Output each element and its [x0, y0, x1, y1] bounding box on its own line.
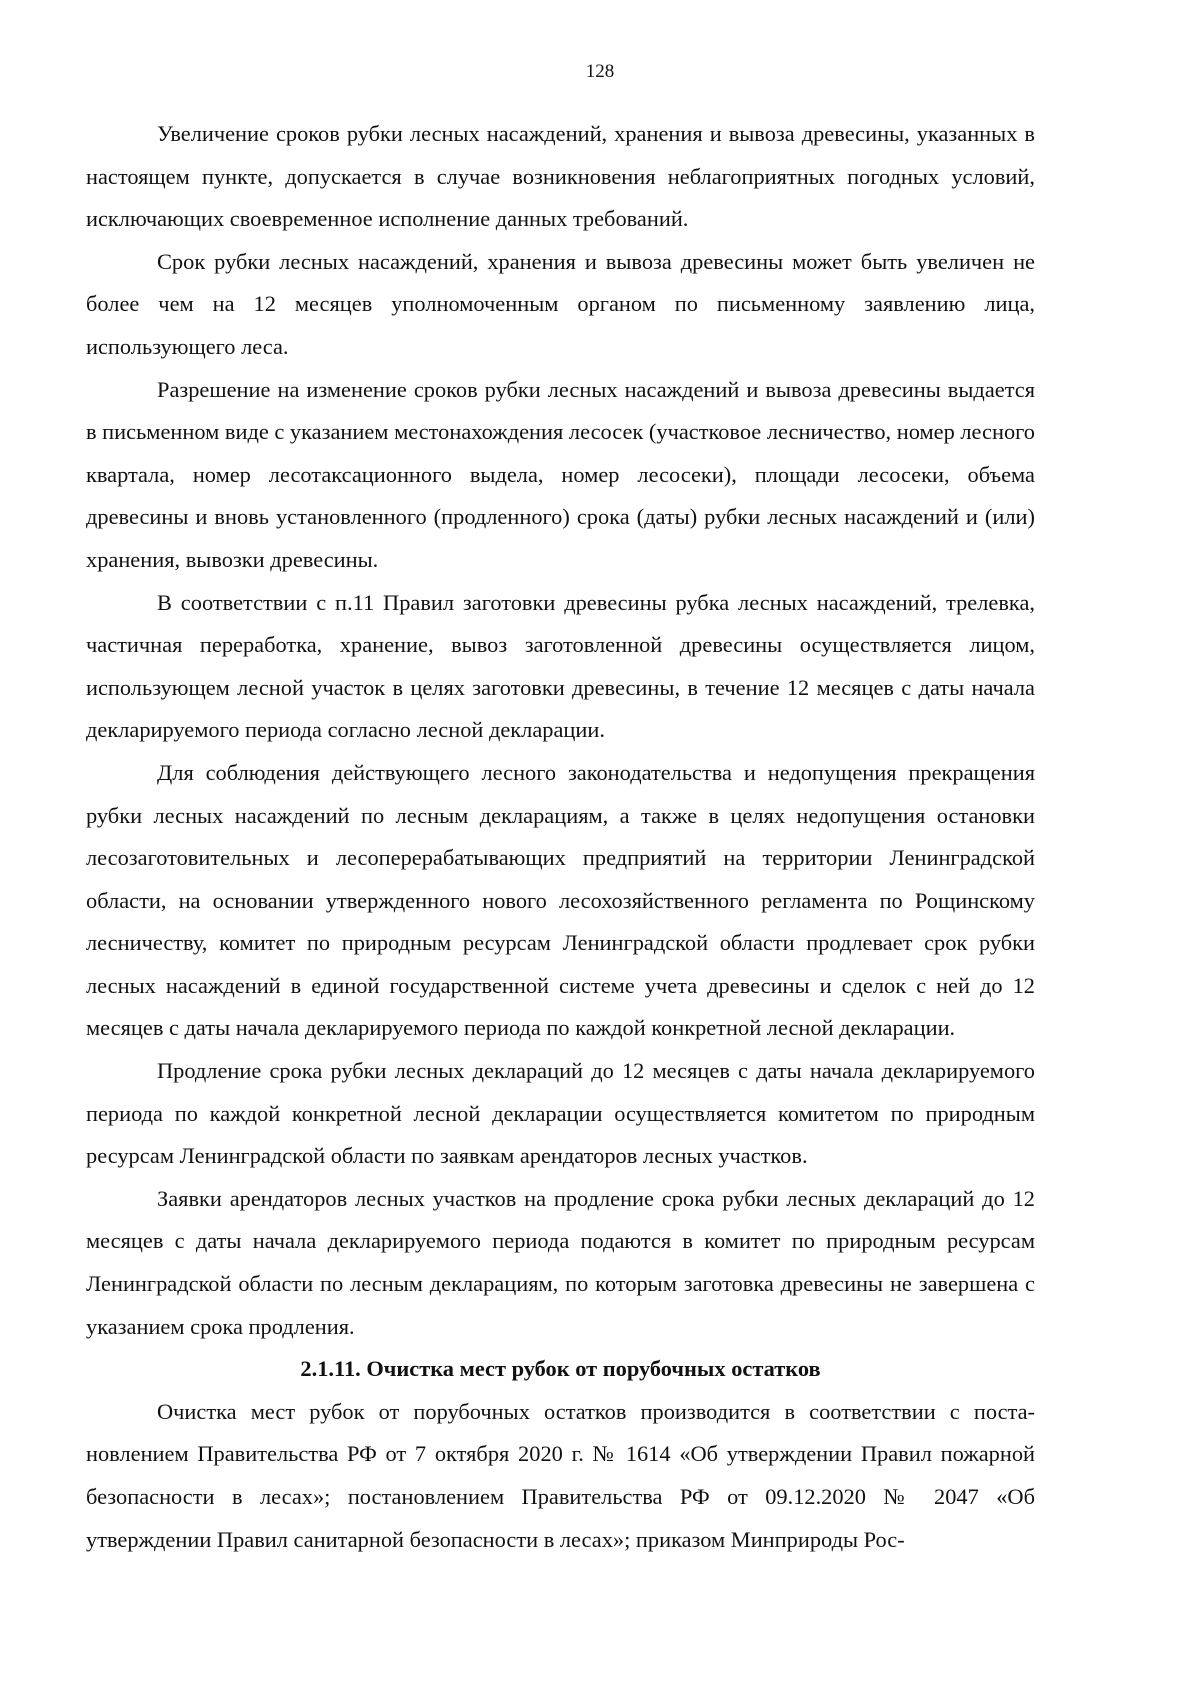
paragraph-cleanup-regulations: Очистка мест рубок от порубочных остатков производится в соответствии с постановлением Правительства РФ от 7 октября 2020 г. № 1614 «Об утверждении Правил пожарной безопасности в лесах»; постановлением Правительства РФ от 09.12.2020 № 2047 «Об утверждении Правил санитарной безопасности в лесах»; приказом Минприроды Рос- [86, 1398, 1035, 1552]
paragraph-term-extension-limit: Срок рубки лесных насаждений, хранения и вывоза древесины может быть увеличен не более чем на 12 месяцев уполномоченным органом по письменному заявлению лица, использующего леса. [86, 248, 1035, 359]
paragraph-tenant-requests: Заявки арендаторов лесных участков на продление срока рубки лесных деклараций до 12 месяцев с даты начала декларируемого периода подаются в комитет по природным ресурсам Ленинградской области по лесным декларациям, по которым заготовка древесины не завершена с указанием срока продления. [86, 1185, 1035, 1339]
page-number: 128 [585, 61, 615, 82]
section-heading: 2.1.11. Очистка мест рубок от порубочных остатков [300, 1356, 821, 1382]
document-body [86, 113, 1035, 1561]
paragraph-extension-by-requests: Продление срока рубки лесных деклараций до 12 месяцев с даты начала декларируемого периода по каждой конкретной лесной декларации осуществляется комитетом по природным ресурсам Ленинградской области по заявкам арендаторов лесных участков. [86, 1058, 1035, 1169]
paragraph-harvesting-rules-p11: В соответствии с п.11 Правил заготовки древесины рубка лесных насаждений, трелевка, частичная переработка, хранение, вывоз заготовленной древесины осуществляется лицом, использующем лесной участок в целях заготовки древесины, в течение 12 месяцев с даты начала декларируемого периода согласно лесной декларации. [86, 589, 1035, 743]
paragraph-committee-extension: Для соблюдения действующего лесного законодательства и недопущения прекращения рубки лесных насаждений по лесным декларациям, а также в целях недопущения остановки лесозаготовительных и лесоперерабатывающих предприятий на территории Ленинградской области, на основании утвержденного нового лесохозяйственного регламента по Рощинскому лесничеству, комитет по природным ресурсам Ленинградской области продлевает срок рубки лесных насаждений в единой государственной системе учета древесины и сделок с ней до 12 месяцев с даты начала декларируемого периода по каждой конкретной лесной декларации. [86, 759, 1035, 1041]
paragraph-permission-details: Разрешение на изменение сроков рубки лесных насаждений и вывоза древесины выдается в письменном виде с указанием местонахождения лесосек (участковое лесничество, номер лесного квартала, номер лесотаксационного выдела, номер лесосеки), площади лесосеки, объема древесины и вновь установленного (продленного) срока (даты) рубки лесных насаждений и (или) хранения, вывозки древесины. [86, 376, 1035, 572]
paragraph-term-extension-conditions: Увеличение сроков рубки лесных насаждений, хранения и вывоза древесины, указанных в настоящем пункте, допускается в случае возникновения неблагоприятных погодных условий, исключающих своевременное исполнение данных требований. [86, 121, 1035, 232]
